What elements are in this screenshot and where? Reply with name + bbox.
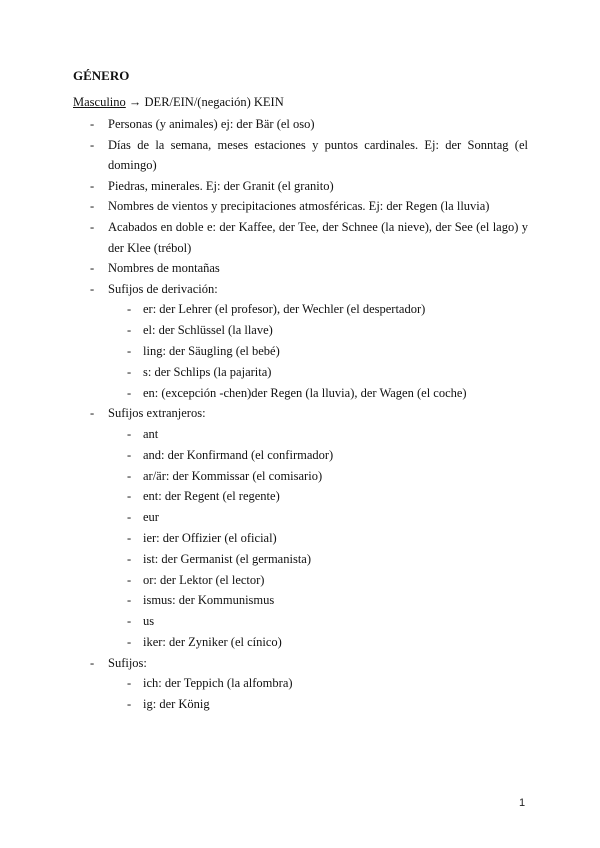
sublist-item <box>108 320 528 341</box>
sublist-item <box>108 570 528 591</box>
bullet-dash: - <box>90 219 95 234</box>
list-item-text: Sufijos de derivación: <box>108 281 218 296</box>
list-item <box>73 279 528 404</box>
arrow-icon: → <box>128 95 142 109</box>
list-item <box>73 135 528 176</box>
sublist-item-text: ich: der Teppich (la alfombra) <box>143 676 293 691</box>
list-item <box>73 258 528 279</box>
sublist-item-text: ling: der Säugling (el bebé) <box>143 343 280 358</box>
sublist-item-text: er: der Lehrer (el profesor), der Wechler (el despertador) <box>143 302 426 317</box>
sublist-item <box>108 694 528 715</box>
bullet-dash: - <box>90 406 95 421</box>
bullet-dash: - <box>127 697 132 712</box>
list-item <box>73 176 528 197</box>
sublist-item <box>108 341 528 362</box>
page-number: 1 <box>519 797 526 809</box>
list-item <box>73 653 528 715</box>
bullet-dash: - <box>90 137 95 152</box>
sublist-item-text: iker: der Zyniker (el cínico) <box>143 634 282 649</box>
list-item-text: Piedras, minerales. Ej: der Granit (el granito) <box>108 178 334 193</box>
bullet-dash: - <box>127 676 132 691</box>
list-item-text: Nombres de vientos y precipitaciones atmosféricas. Ej: der Regen (la lluvia) <box>108 199 490 214</box>
bullet-dash: - <box>127 364 132 379</box>
bullet-dash: - <box>127 489 132 504</box>
bullet-dash: - <box>127 634 132 649</box>
sublist <box>108 673 528 715</box>
sublist-item <box>108 466 528 487</box>
sublist-item-text: or: der Lektor (el lector) <box>143 572 265 587</box>
sublist-item <box>108 673 528 694</box>
sublist-item <box>108 507 528 528</box>
sublist-item <box>108 362 528 383</box>
bullet-dash: - <box>90 281 95 296</box>
list-item-text: Días de la semana, meses estaciones y puntos cardinales. Ej: der Sonntag (el domingo) <box>108 137 528 173</box>
bullet-dash: - <box>127 426 132 441</box>
bullet-dash: - <box>127 385 132 400</box>
bullet-dash: - <box>127 302 132 317</box>
sublist-item-text: ier: der Offizier (el oficial) <box>143 530 277 545</box>
list-item-text: Sufijos: <box>108 655 147 670</box>
sublist-item <box>108 445 528 466</box>
sublist-item-text: and: der Konfirmand (el confirmador) <box>143 447 334 462</box>
list-item-text: Nombres de montañas <box>108 261 220 276</box>
bullet-dash: - <box>90 261 95 276</box>
document-page <box>73 66 528 715</box>
list-item-text: Acabados en doble e: der Kaffee, der Tee, der Schnee (la nieve), der See (el lago) y der Klee (trébol) <box>108 219 528 255</box>
bullet-dash: - <box>127 468 132 483</box>
sublist-item-text: ent: der Regent (el regente) <box>143 489 280 504</box>
bullet-dash: - <box>127 614 132 629</box>
bullet-dash: - <box>90 199 95 214</box>
page-title: GÉNERO <box>73 68 130 83</box>
sublist-item-text: ismus: der Kommunismus <box>143 593 275 608</box>
sublist-item-text: s: der Schlips (la pajarita) <box>143 364 272 379</box>
sublist-item-text: ig: der König <box>143 697 210 712</box>
list-item-text: Personas (y animales) ej: der Bär (el oso) <box>108 117 315 131</box>
sublist-item-text: en: (excepción -chen)der Regen (la lluvia), der Wagen (el coche) <box>143 385 467 400</box>
bullet-dash: - <box>127 572 132 587</box>
sublist <box>108 299 528 403</box>
section-heading <box>73 92 528 112</box>
sublist-item <box>108 611 528 632</box>
bullet-dash: - <box>127 551 132 566</box>
bullet-dash: - <box>127 343 132 358</box>
list-item <box>73 196 528 217</box>
bullet-dash: - <box>127 530 132 545</box>
rules-list <box>73 114 528 715</box>
sublist-item <box>108 383 528 404</box>
bullet-dash: - <box>127 447 132 462</box>
sublist-item-text: eur <box>143 510 159 525</box>
sublist-item <box>108 632 528 653</box>
sublist-item <box>108 528 528 549</box>
sublist <box>108 424 528 653</box>
sublist-item-text: ant <box>143 426 159 441</box>
bullet-dash: - <box>127 510 132 525</box>
sublist-item <box>108 299 528 320</box>
bullet-dash: - <box>127 323 132 338</box>
bullet-dash: - <box>90 117 95 131</box>
sublist-item <box>108 549 528 570</box>
sublist-item-text: el: der Schlüssel (la llave) <box>143 323 273 338</box>
list-item <box>73 403 528 652</box>
sublist-item <box>108 590 528 611</box>
bullet-dash: - <box>90 178 95 193</box>
section-heading-gender: Masculino <box>73 95 126 109</box>
sublist-item <box>108 486 528 507</box>
list-item <box>73 217 528 258</box>
bullet-dash: - <box>90 655 95 670</box>
list-item <box>73 114 528 135</box>
bullet-dash: - <box>127 593 132 608</box>
sublist-item <box>108 424 528 445</box>
list-item-text: Sufijos extranjeros: <box>108 406 206 421</box>
sublist-item-text: ist: der Germanist (el germanista) <box>143 551 311 566</box>
sublist-item-text: us <box>143 614 155 629</box>
sublist-item-text: ar/är: der Kommissar (el comisario) <box>143 468 323 483</box>
section-heading-articles: DER/EIN/(negación) KEIN <box>144 95 284 109</box>
